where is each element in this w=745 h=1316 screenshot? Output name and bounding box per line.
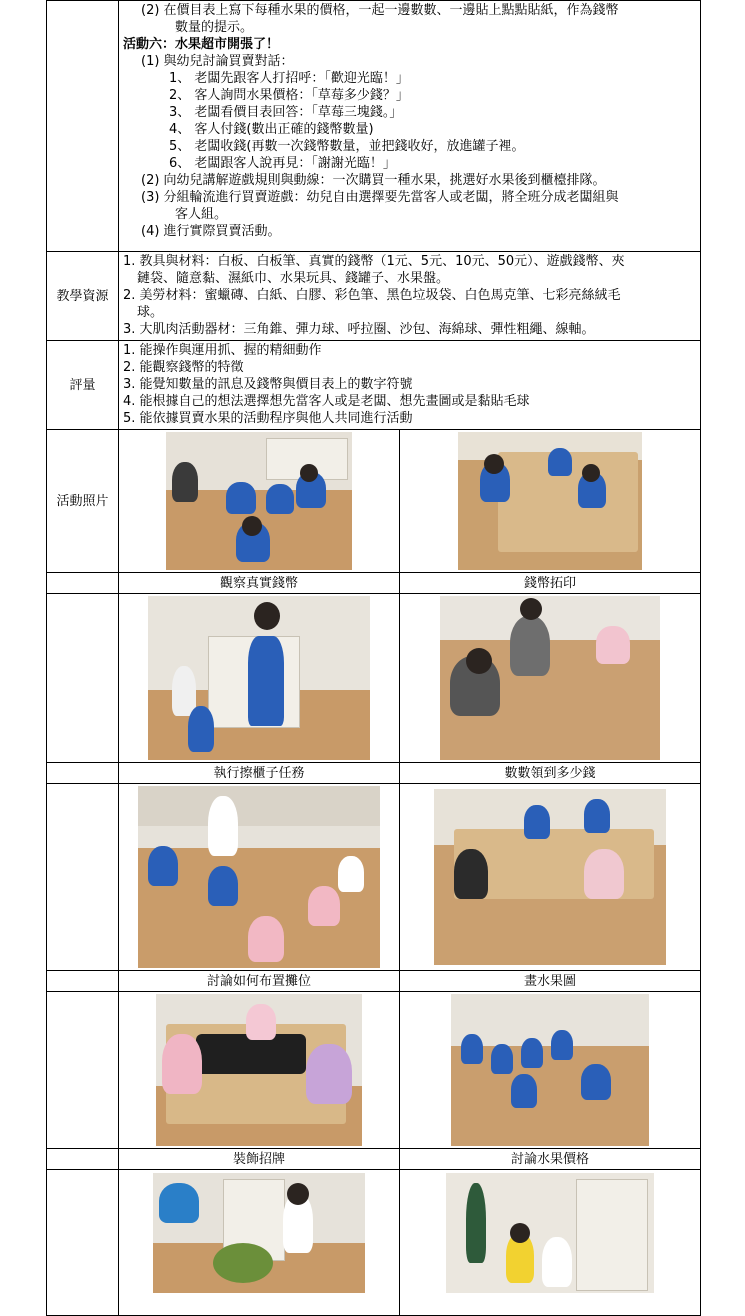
- activity-photo: [156, 994, 362, 1146]
- photo-row-5: [47, 1170, 701, 1316]
- photos-label: 活動照片: [47, 430, 119, 573]
- activity-6-step-3-cont: 客人組。: [175, 207, 228, 222]
- lesson-plan-table: [46, 0, 701, 1316]
- dialog-line-5: 5、 老闆收錢(再數一次錢幣數量，並把錢收好，放進罐子裡。: [169, 139, 525, 154]
- dialog-line-4: 4、 客人付錢(數出正確的錢幣數量): [169, 122, 374, 137]
- assessment-item-5: 5. 能依據買賣水果的活動程序與他人共同進行活動: [123, 411, 413, 426]
- caption-label-cell: [47, 573, 119, 594]
- photo-caption: 討論水果價格: [400, 1149, 701, 1170]
- dialog-line-2: 2、 客人詢問水果價格：「草莓多少錢？」: [169, 88, 409, 103]
- resources-label: 教學資源: [47, 252, 119, 341]
- procedure-content: [119, 1, 701, 252]
- photo-caption: 討論如何布置攤位: [119, 971, 400, 992]
- activity-photo: [451, 994, 649, 1146]
- photo-label-cell: [47, 594, 119, 763]
- photo-caption: 執行擦櫃子任務: [119, 763, 400, 784]
- caption-row-3: [47, 971, 701, 992]
- caption-row-2: [47, 763, 701, 784]
- photo-cell: [119, 784, 400, 971]
- activity-6-step-2: (2) 向幼兒講解遊戲規則與動線：一次購買一種水果，挑選好水果後到櫃檯排隊。: [141, 173, 606, 188]
- assessment-item-2: 2. 能觀察錢幣的特徵: [123, 360, 244, 375]
- activity-photo: [153, 1173, 365, 1293]
- photo-cell: [119, 992, 400, 1149]
- activity-photo: [458, 432, 642, 570]
- photo-label-cell: [47, 784, 119, 971]
- activity-photo: [148, 596, 370, 760]
- procedure-row: [47, 1, 701, 252]
- photo-caption: 觀察真實錢幣: [119, 573, 400, 594]
- photo-row-1: [47, 430, 701, 573]
- resource-item-1: 1. 教具與材料：白板、白板筆、真實的錢幣（1元、5元、10元、50元）、遊戲錢幣、夾: [123, 254, 625, 269]
- photo-cell: [400, 430, 701, 573]
- photo-caption: 畫水果圖: [400, 971, 701, 992]
- photo-cell: [119, 1170, 400, 1316]
- resources-content: [119, 252, 701, 341]
- photo-caption: 錢幣拓印: [400, 573, 701, 594]
- dialog-line-1: 1、 老闆先跟客人打招呼：「歡迎光臨！」: [169, 71, 409, 86]
- assessment-content: [119, 341, 701, 430]
- lesson-plan-document: [46, 0, 700, 1302]
- assessment-item-3: 3. 能覺知數量的訊息及錢幣與價目表上的數字符號: [123, 377, 413, 392]
- caption-row-4: [47, 1149, 701, 1170]
- procedure-item-2: (2) 在價目表上寫下每種水果的價格，一起一邊數數、一邊貼上點點貼紙，作為錢幣: [141, 3, 619, 18]
- resource-item-3: 3. 大肌肉活動器材：三角錐、彈力球、呼拉圈、沙包、海綿球、彈性粗繩、線軸。: [123, 322, 595, 337]
- resource-item-2-cont: 球。: [137, 305, 164, 320]
- dialog-line-3: 3、 老闆看價目表回答：「草莓三塊錢。」: [169, 105, 403, 120]
- assessment-item-4: 4. 能根據自己的想法選擇想先當客人或是老闆、想先畫圖或是黏貼毛球: [123, 394, 530, 409]
- photo-row-2: [47, 594, 701, 763]
- photo-cell: [400, 1170, 701, 1316]
- resources-row: [47, 252, 701, 341]
- activity-6-title: 活動六：水果超市開張了！: [123, 37, 280, 52]
- activity-photo: [138, 786, 380, 968]
- procedure-item-2-cont: 數量的提示。: [175, 20, 254, 35]
- activity-photo: [166, 432, 352, 570]
- photo-cell: [400, 594, 701, 763]
- activity-photo: [440, 596, 660, 760]
- activity-6-step-4: (4) 進行實際買賣活動。: [141, 224, 281, 239]
- resource-item-1-cont: 鏈袋、隨意黏、濕紙巾、水果玩具、錢罐子、水果盤。: [137, 271, 450, 286]
- activity-6-step-1: (1) 與幼兒討論買賣對話：: [141, 54, 294, 69]
- activity-6-step-3: (3) 分組輪流進行買賣遊戲：幼兒自由選擇要先當客人或老闆，將全班分成老闆組與: [141, 190, 619, 205]
- photo-cell: [400, 784, 701, 971]
- caption-label-cell: [47, 1149, 119, 1170]
- photo-row-3: [47, 784, 701, 971]
- activity-photo: [446, 1173, 654, 1293]
- photo-label-cell: [47, 992, 119, 1149]
- photo-row-4: [47, 992, 701, 1149]
- photo-cell: [119, 594, 400, 763]
- caption-label-cell: [47, 763, 119, 784]
- procedure-label-cell: [47, 1, 119, 252]
- caption-row-1: [47, 573, 701, 594]
- photo-caption: 裝飾招牌: [119, 1149, 400, 1170]
- dialog-line-6: 6、 老闆跟客人說再見：「謝謝光臨！」: [169, 156, 396, 171]
- assessment-row: [47, 341, 701, 430]
- caption-label-cell: [47, 971, 119, 992]
- photo-cell: [119, 430, 400, 573]
- photo-cell: [400, 992, 701, 1149]
- photo-label-cell: [47, 1170, 119, 1316]
- activity-photo: [434, 789, 666, 965]
- photo-caption: 數數領到多少錢: [400, 763, 701, 784]
- assessment-label: 評量: [47, 341, 119, 430]
- resource-item-2: 2. 美勞材料：蜜蠟磚、白紙、白膠、彩色筆、黑色垃圾袋、白色馬克筆、七彩亮絲絨毛: [123, 288, 621, 303]
- assessment-item-1: 1. 能操作與運用抓、握的精細動作: [123, 343, 322, 358]
